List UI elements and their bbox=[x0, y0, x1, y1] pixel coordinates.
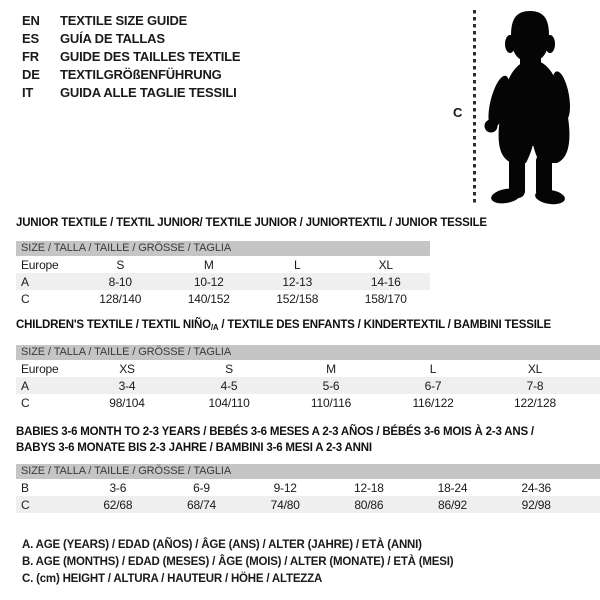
table-cell: 98/104 bbox=[109, 395, 145, 410]
column-header: XL bbox=[527, 361, 543, 376]
column-header: XS bbox=[119, 361, 135, 376]
language-code: ES bbox=[22, 31, 39, 46]
table-cell: 3-6 bbox=[109, 480, 127, 495]
height-measure-dashed-line bbox=[473, 10, 476, 206]
footnote-age-months: B. AGE (MONTHS) / EDAD (MESES) / ÂGE (MOIS) / ALTER (MONATE) / ETÀ (MESI) bbox=[22, 556, 454, 568]
table-cell: 10-12 bbox=[193, 274, 224, 289]
column-header-region: Europe bbox=[21, 257, 59, 272]
language-label: GUÍA DE TALLAS bbox=[60, 31, 165, 46]
table-row-age bbox=[16, 377, 600, 394]
column-header: XL bbox=[378, 257, 393, 272]
column-header-region: Europe bbox=[21, 361, 59, 376]
footnote-age-years: A. AGE (YEARS) / EDAD (AÑOS) / ÂGE (ANS) / ALTER (JAHRE) / ETÀ (ANNI) bbox=[22, 539, 422, 551]
language-code: IT bbox=[22, 85, 34, 100]
toddler-silhouette-image bbox=[480, 6, 598, 206]
language-row-fr bbox=[22, 48, 240, 66]
table-cell: 92/98 bbox=[521, 497, 551, 512]
children-title-text: / TEXTILE DES ENFANTS / KINDERTEXTIL / BAMBINI TESSILE bbox=[218, 319, 551, 331]
row-label: A bbox=[21, 274, 29, 289]
language-label: GUIDA ALLE TAGLIE TESSILI bbox=[60, 85, 237, 100]
row-label: A bbox=[21, 378, 29, 393]
row-label: C bbox=[21, 497, 30, 512]
language-code: FR bbox=[22, 49, 39, 64]
children-size-table bbox=[16, 345, 600, 411]
footnote-height-cm: C. (cm) HEIGHT / ALTURA / HAUTEUR / HÖHE / ALTEZZA bbox=[22, 573, 323, 585]
language-row-de bbox=[22, 66, 240, 84]
babies-section-title bbox=[16, 424, 576, 456]
table-row-age-months bbox=[16, 479, 600, 496]
children-section-title bbox=[16, 319, 551, 332]
junior-section-title: JUNIOR TEXTILE / TEXTIL JUNIOR/ TEXTILE JUNIOR / JUNIORTEXTIL / JUNIOR TESSILE bbox=[16, 217, 487, 229]
language-list bbox=[22, 12, 240, 102]
table-cell: 104/110 bbox=[208, 395, 250, 410]
language-row-es bbox=[22, 30, 240, 48]
language-row-en bbox=[22, 12, 240, 30]
table-cell: 110/116 bbox=[310, 395, 352, 410]
language-label: GUIDE DES TAILLES TEXTILE bbox=[60, 49, 241, 64]
size-header-bar: SIZE / TALLA / TAILLE / GRÖSSE / TAGLIA bbox=[16, 345, 600, 360]
size-header-bar: SIZE / TALLA / TAILLE / GRÖSSE / TAGLIA bbox=[16, 464, 600, 479]
table-cell: 6-7 bbox=[424, 378, 442, 393]
table-cell: 4-5 bbox=[220, 378, 238, 393]
table-cell: 14-16 bbox=[370, 274, 401, 289]
language-label: TEXTILGRÖßENFÜHRUNG bbox=[60, 67, 222, 82]
column-header: M bbox=[203, 257, 214, 272]
column-header: M bbox=[326, 361, 336, 376]
size-header-bar: SIZE / TALLA / TAILLE / GRÖSSE / TAGLIA bbox=[16, 241, 430, 256]
row-label: C bbox=[21, 291, 30, 306]
table-cell: 122/128 bbox=[514, 395, 556, 410]
table-cell: 5-6 bbox=[322, 378, 340, 393]
table-cell: 68/74 bbox=[186, 497, 217, 512]
row-label: B bbox=[21, 480, 29, 495]
table-cell: 74/80 bbox=[270, 497, 300, 512]
table-header-row bbox=[16, 256, 430, 273]
children-title-subscript: /A bbox=[210, 323, 219, 332]
table-row-height bbox=[16, 290, 430, 307]
table-cell: 152/158 bbox=[276, 291, 319, 306]
language-label: TEXTILE SIZE GUIDE bbox=[60, 13, 188, 28]
table-cell: 7-8 bbox=[526, 378, 544, 393]
table-cell: 6-9 bbox=[193, 480, 210, 495]
table-cell: 86/92 bbox=[438, 497, 468, 512]
table-cell: 158/170 bbox=[364, 291, 407, 306]
babies-size-table bbox=[16, 464, 600, 513]
table-cell: 18-24 bbox=[437, 480, 468, 495]
column-header: S bbox=[225, 361, 233, 376]
language-code: EN bbox=[22, 13, 40, 28]
column-header: L bbox=[429, 361, 437, 376]
table-row-age bbox=[16, 273, 430, 290]
table-cell: 8-10 bbox=[108, 274, 132, 289]
table-cell: 140/152 bbox=[187, 291, 230, 306]
column-header: S bbox=[116, 257, 125, 272]
language-row-it bbox=[22, 84, 240, 102]
table-row-height bbox=[16, 394, 600, 411]
table-row-height bbox=[16, 496, 600, 513]
babies-title-line2: BABYS 3-6 MONATE BIS 2-3 JAHRE / BAMBINI 3-6 MESI A 2-3 ANNI bbox=[16, 442, 372, 454]
legend-footnotes bbox=[22, 537, 453, 588]
table-cell: 9-12 bbox=[273, 480, 297, 495]
table-cell: 128/140 bbox=[99, 291, 142, 306]
row-label: C bbox=[21, 395, 30, 410]
table-cell: 12-13 bbox=[282, 274, 313, 289]
table-cell: 116/122 bbox=[412, 395, 454, 410]
table-header-row bbox=[16, 360, 600, 377]
table-cell: 62/68 bbox=[103, 497, 133, 512]
table-cell: 80/86 bbox=[354, 497, 384, 512]
height-measure-label: C bbox=[453, 105, 463, 120]
children-title-text: CHILDREN'S TEXTILE / TEXTIL NIÑO bbox=[16, 319, 211, 331]
table-cell: 24-36 bbox=[521, 480, 552, 495]
language-code: DE bbox=[22, 67, 40, 82]
junior-size-table bbox=[16, 241, 430, 307]
babies-title-line1: BABIES 3-6 MONTH TO 2-3 YEARS / BEBÉS 3-6 MESES A 2-3 AÑOS / BÉBÉS 3-6 MOIS À 2-3 ANS / bbox=[16, 426, 534, 438]
column-header: L bbox=[294, 257, 301, 272]
table-cell: 12-18 bbox=[354, 480, 384, 495]
table-cell: 3-4 bbox=[118, 378, 136, 393]
